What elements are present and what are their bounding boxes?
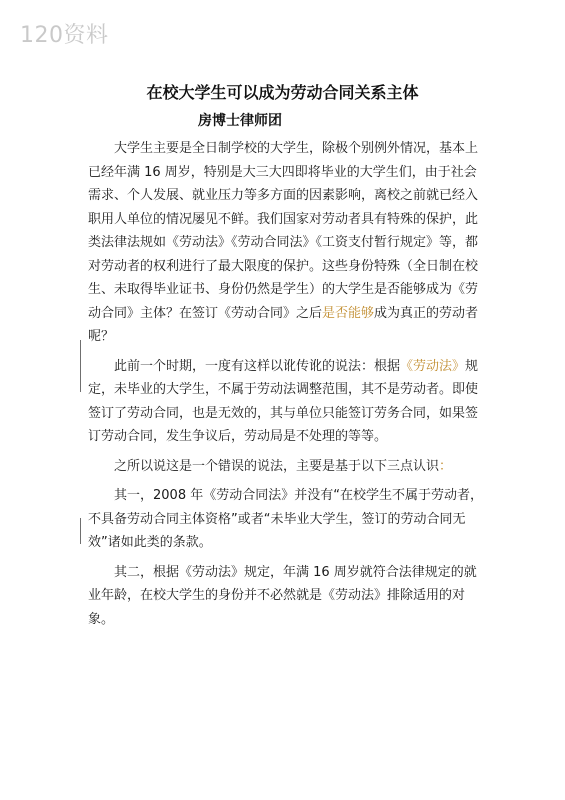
watermark-logo: 120资料 <box>20 23 109 48</box>
page-title: 在校大学生可以成为劳动合同关系主体 <box>146 83 419 102</box>
paragraph-text: 规定，未毕业的大学生，不属于劳动法调整范围，其不是劳动者。即使签订了劳动合同，也是无效的，其与单位只能签订劳务合同，如果签订劳动合同，发生争议后，劳动局是不处理的等等。 <box>88 358 479 444</box>
paragraph <box>88 137 483 349</box>
paragraph-text: 成为真正的劳动者呢？ <box>88 305 479 344</box>
page-subtitle: 房博士律师团 <box>198 113 282 129</box>
paragraph-text: 此前一个时期，一度有这样以讹传讹的说法：根据 <box>114 358 401 374</box>
tracked-change-link[interactable]: 《劳动法》 <box>400 358 466 374</box>
revision-bar <box>80 340 81 392</box>
document-body <box>88 137 483 637</box>
paragraph <box>88 355 483 449</box>
revision-bar <box>80 518 81 544</box>
paragraph-text: 之所以说这是一个错误的说法，主要是基于以下三点认识 <box>114 458 440 474</box>
paragraph: 其一，2008 年《劳动合同法》并没有“在校学生不属于劳动者，不具备劳动合同主体资格”或者“未毕业大学生，签订的劳动合同无效”诸如此类的条款。 <box>88 488 483 550</box>
tracked-change-link[interactable]: ： <box>439 458 453 474</box>
paragraph-text: 大学生主要是全日制学校的大学生，除极个别例外情况，基本上已经年满 16 周岁，特别是大三大四即将毕业的大学生们，由于社会需求、个人发展、就业压力等多方面的因素影响，离校之前就已经入职用人单位的情况屡见不鲜。我们国家对劳动者具有特殊的保护，此类法律法规如《劳动法》《劳动合同法》《工资支付暂行规定》等，都对劳动者的权利进行了最大限度的保护。这些身份特殊（全日制在校生、未取得毕业证书、身份仍然是学生）的大学生是否能够成为《劳动合同》主体？在签订《劳动合同》之后 <box>88 141 479 321</box>
tracked-change-link[interactable]: 是否能够 <box>322 305 375 321</box>
paragraph: 其二，根据《劳动法》规定，年满 16 周岁就符合法律规定的就业年龄，在校大学生的身份并不必然就是《劳动法》排除适用的对象。 <box>88 564 477 627</box>
paragraph <box>88 455 483 479</box>
